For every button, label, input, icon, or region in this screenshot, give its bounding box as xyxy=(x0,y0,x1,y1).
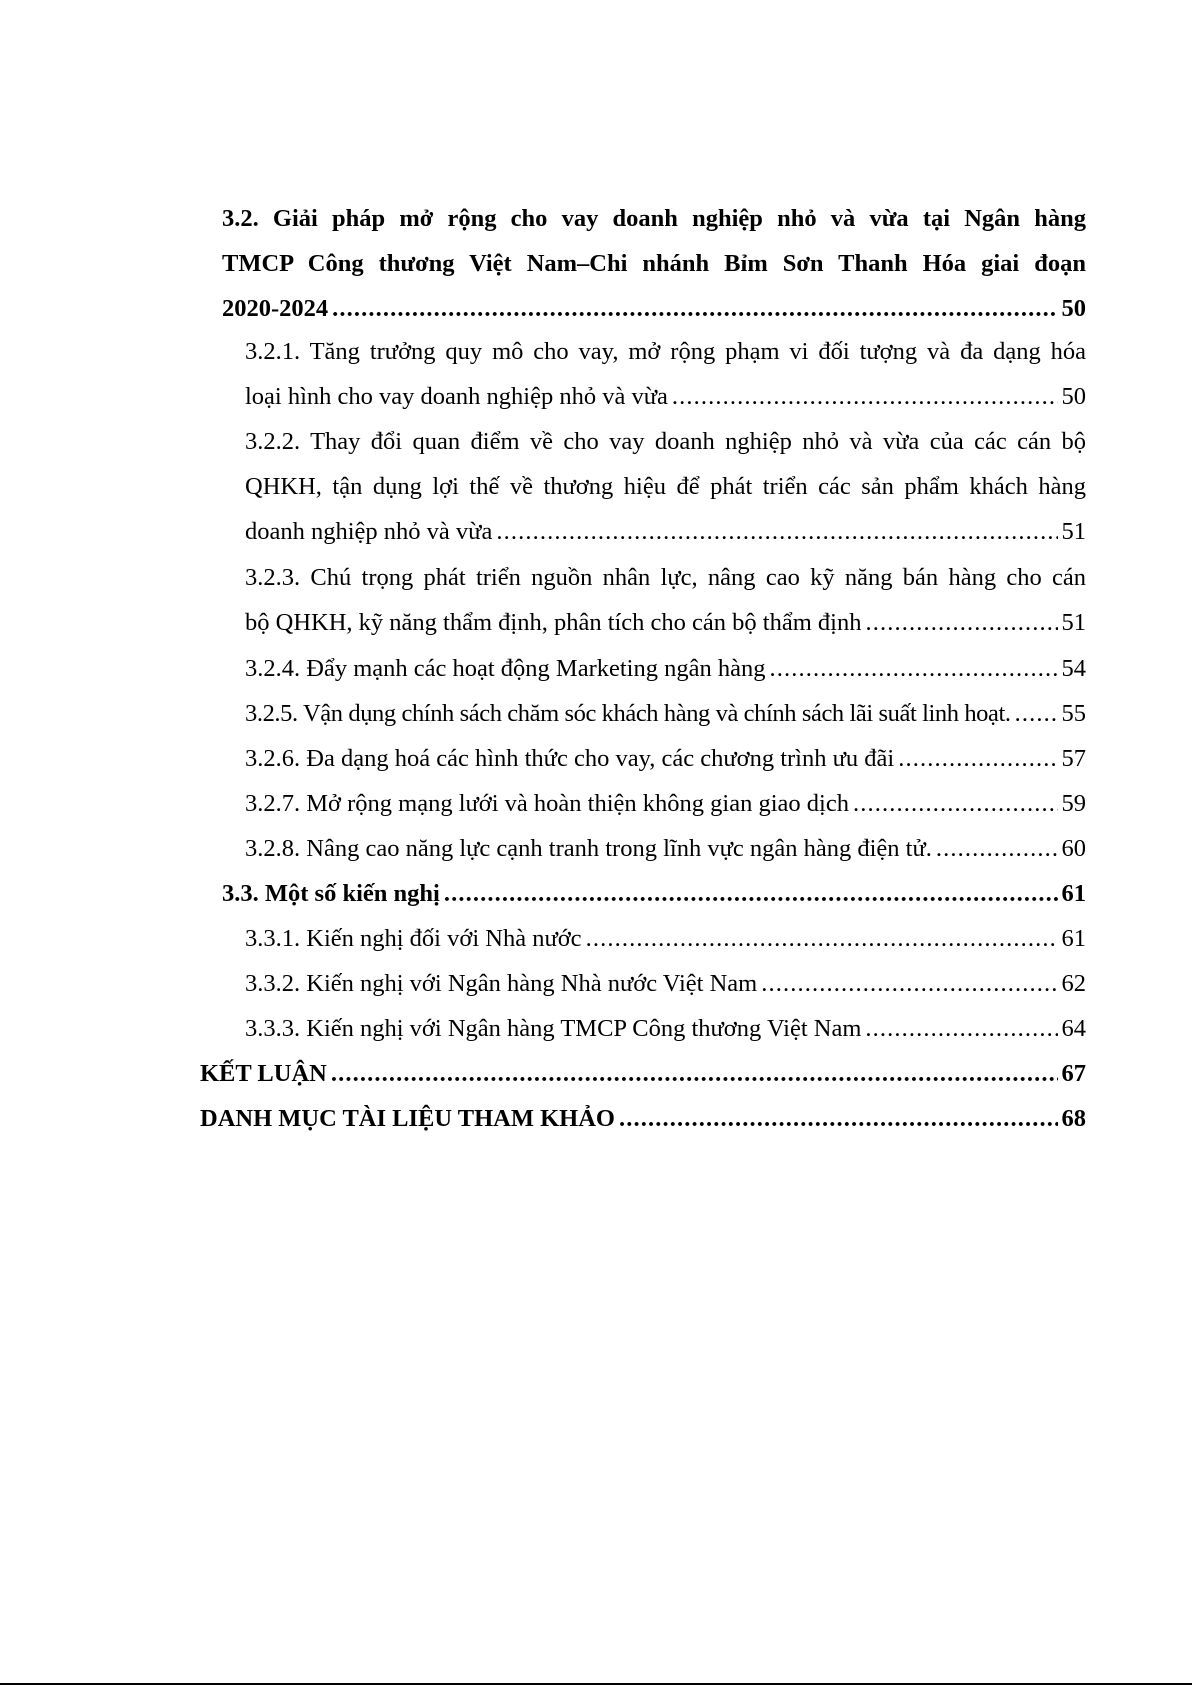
toc-last-line xyxy=(245,781,1086,826)
toc-entry-3-3-1[interactable] xyxy=(245,916,1086,961)
toc-last-line xyxy=(245,374,1086,419)
page-number: 57 xyxy=(1061,745,1086,772)
toc-entry-3-2-8[interactable] xyxy=(245,826,1086,871)
page-number: 50 xyxy=(1061,295,1086,322)
toc-entry-text: 3.2.6. Đa dạng hoá các hình thức cho vay, các chương trình ưu đãi xyxy=(245,745,895,772)
toc-entry-text: 2020-2024 xyxy=(222,295,329,322)
toc-last-line xyxy=(245,646,1086,691)
toc-entry-3-2-5[interactable] xyxy=(245,691,1086,736)
toc-entry-3-3-2[interactable] xyxy=(245,961,1086,1006)
toc-line: 3.2. Giải pháp mở rộng cho vay doanh nghiệp nhỏ và vừa tại Ngân hàng xyxy=(222,205,1086,232)
page-number: 60 xyxy=(1061,835,1086,862)
dot-leader xyxy=(332,286,1057,331)
dot-leader xyxy=(331,1051,1058,1096)
dot-leader xyxy=(496,509,1057,554)
toc-entry-3-2-6[interactable] xyxy=(245,736,1086,781)
toc-last-line xyxy=(245,826,1086,871)
toc-last-line xyxy=(245,1006,1086,1051)
toc-entry-text: 3.2.8. Nâng cao năng lực cạnh tranh trong lĩnh vực ngân hàng điện tử. xyxy=(245,835,932,862)
toc-entry-text: 3.3. Một số kiến nghị xyxy=(222,880,440,907)
toc-entry-text: 3.2.5. Vận dụng chính sách chăm sóc khách hàng và chính sách lãi suất linh hoạt. xyxy=(245,700,1011,727)
page-number: 68 xyxy=(1061,1105,1086,1132)
toc-entry-ket-luan[interactable] xyxy=(200,1051,1086,1096)
toc-entry-text: doanh nghiệp nhỏ và vừa xyxy=(245,518,493,545)
page-number: 64 xyxy=(1061,1015,1086,1042)
toc-entry-text: 3.3.2. Kiến nghị với Ngân hàng Nhà nước Việt Nam xyxy=(245,970,758,997)
toc-entry-text: 3.2.7. Mở rộng mạng lưới và hoàn thiện không gian giao dịch xyxy=(245,790,849,817)
page-number: 61 xyxy=(1061,925,1086,952)
dot-leader xyxy=(898,736,1057,781)
toc-entry-3-2-7[interactable] xyxy=(245,781,1086,826)
toc-entry-text: 3.3.3. Kiến nghị với Ngân hàng TMCP Công thương Việt Nam xyxy=(245,1015,862,1042)
dot-leader xyxy=(865,1006,1057,1051)
toc-line: 3.2.1. Tăng trưởng quy mô cho vay, mở rộng phạm vi đối tượng và đa dạng hóa xyxy=(245,338,1086,365)
dot-leader xyxy=(444,871,1058,916)
toc-last-line xyxy=(245,509,1086,554)
toc-entry-3-2-3[interactable] xyxy=(245,555,1086,645)
dot-leader xyxy=(769,646,1057,691)
toc-entry-danh-muc[interactable] xyxy=(200,1096,1086,1141)
toc-entry-3-2-2[interactable] xyxy=(245,419,1086,554)
dot-leader xyxy=(936,826,1058,871)
dot-leader xyxy=(865,600,1057,645)
toc-last-line xyxy=(200,1096,1086,1141)
dot-leader xyxy=(619,1096,1058,1141)
toc-line: QHKH, tận dụng lợi thế về thương hiệu để phát triển các sản phẩm khách hàng xyxy=(245,473,1086,500)
page-number: 51 xyxy=(1061,609,1086,636)
page-number: 51 xyxy=(1061,518,1086,545)
toc-last-line xyxy=(245,691,1086,736)
toc-entry-3-2[interactable] xyxy=(222,196,1086,331)
page-number: 54 xyxy=(1061,655,1086,682)
toc-entry-text: DANH MỤC TÀI LIỆU THAM KHẢO xyxy=(200,1105,615,1132)
toc-line: 3.2.3. Chú trọng phát triển nguồn nhân lực, nâng cao kỹ năng bán hàng cho cán xyxy=(245,564,1086,591)
dot-leader xyxy=(1015,691,1058,736)
toc-entry-text: 3.3.1. Kiến nghị đối với Nhà nước xyxy=(245,925,582,952)
toc-last-line xyxy=(200,1051,1086,1096)
toc-line: TMCP Công thương Việt Nam–Chi nhánh Bỉm Sơn Thanh Hóa giai đoạn xyxy=(222,250,1086,277)
page-number: 67 xyxy=(1061,1060,1086,1087)
toc-entry-text: 3.2.4. Đẩy mạnh các hoạt động Marketing ngân hàng xyxy=(245,655,766,682)
toc-last-line xyxy=(245,961,1086,1006)
toc-entry-3-3-3[interactable] xyxy=(245,1006,1086,1051)
toc-last-line xyxy=(222,871,1086,916)
dot-leader xyxy=(853,781,1058,826)
toc-entry-3-3[interactable] xyxy=(222,871,1086,916)
toc-entry-text: KẾT LUẬN xyxy=(200,1060,327,1087)
dot-leader xyxy=(672,374,1058,419)
page-number: 50 xyxy=(1061,383,1086,410)
page-number: 55 xyxy=(1061,700,1086,727)
toc-last-line xyxy=(245,600,1086,645)
dot-leader xyxy=(761,961,1057,1006)
toc-last-line xyxy=(245,736,1086,781)
toc-line: 3.2.2. Thay đổi quan điểm về cho vay doanh nghiệp nhỏ và vừa của các cán bộ xyxy=(245,428,1086,455)
toc-entry-3-2-1[interactable] xyxy=(245,329,1086,419)
page-number: 62 xyxy=(1061,970,1086,997)
page-number: 59 xyxy=(1061,790,1086,817)
toc-entry-3-2-4[interactable] xyxy=(245,646,1086,691)
toc-entry-text: bộ QHKH, kỹ năng thẩm định, phân tích cho cán bộ thẩm định xyxy=(245,609,862,636)
toc-last-line xyxy=(245,916,1086,961)
toc-last-line xyxy=(222,286,1086,331)
toc-entry-text: loại hình cho vay doanh nghiệp nhỏ và vừa xyxy=(245,383,668,410)
page-number: 61 xyxy=(1061,880,1086,907)
dot-leader xyxy=(586,916,1058,961)
